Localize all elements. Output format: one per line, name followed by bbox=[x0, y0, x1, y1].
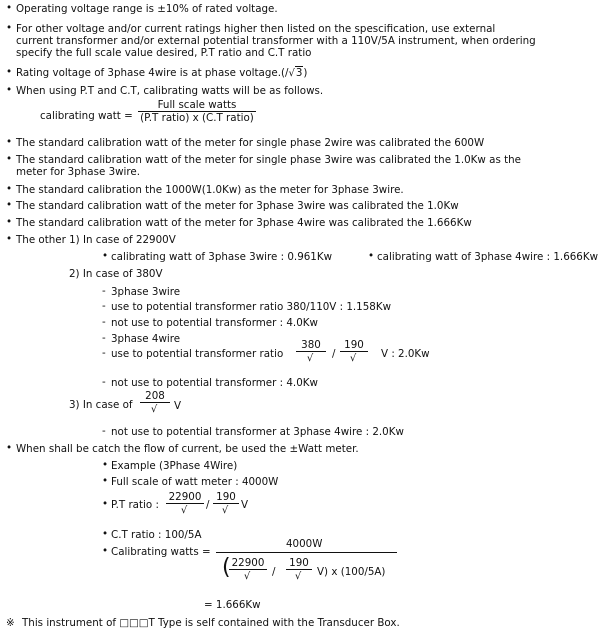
spec-line-pt-ct: When using P.T and C.T, calibrating watts will be as follows. bbox=[16, 85, 324, 97]
example-full-scale: Full scale of watt meter : 4000W bbox=[111, 476, 279, 488]
bullet: • bbox=[6, 66, 13, 78]
bullet: • bbox=[6, 153, 13, 165]
case2-pt-ratio-label: use to potential transformer ratio bbox=[111, 348, 284, 360]
bullet: • bbox=[102, 528, 109, 540]
bullet: • bbox=[6, 2, 13, 14]
example-pt-unit: V bbox=[241, 499, 249, 511]
dash: - bbox=[102, 300, 106, 312]
spec-line-single-3wire-1: The standard calibration watt of the meter for single phase 3wire was calibrated the 1.0Kw as the bbox=[16, 154, 521, 166]
calibrating-watt-formula bbox=[138, 99, 256, 124]
example-denominator-tail: V) x (100/5A) bbox=[317, 566, 386, 578]
bullet: • bbox=[6, 199, 13, 211]
fraction-bar bbox=[216, 552, 397, 553]
case3-heading: 3) In case of bbox=[69, 399, 133, 411]
spec-line-ratings-3: specify the full scale value desired, P.T ratio and C.T ratio bbox=[16, 47, 312, 59]
spec-line-voltage-range: Operating voltage range is ±10% of rated voltage. bbox=[16, 3, 278, 15]
case3-no-pt: not use to potential transformer at 3phase 4wire : 2.0Kw bbox=[111, 426, 404, 438]
fraction-380-root3: 380 √ bbox=[296, 339, 326, 365]
example-numerator: 4000W bbox=[286, 538, 323, 550]
fraction-22900-root3: 22900 √ bbox=[166, 491, 204, 517]
fraction-190-root3: 190 √ bbox=[340, 339, 368, 365]
case3-unit: V bbox=[174, 400, 182, 412]
spec-line-ratings-1: For other voltage and/or current ratings higher then listed on the spescification, use external bbox=[16, 23, 496, 35]
note-mark: ※ bbox=[6, 617, 15, 629]
bullet: • bbox=[102, 498, 109, 510]
bullet: • bbox=[6, 136, 13, 148]
spec-line-1000w: The standard calibration the 1000W(1.0Kw) as the meter for 3phase 3wire. bbox=[16, 184, 404, 196]
example-pt-ratio-label: P.T ratio : bbox=[111, 499, 159, 511]
case2-no-pt: not use to potential transformer : 4.0Kw bbox=[111, 317, 318, 329]
fraction-208-root3: 208 √ bbox=[140, 390, 170, 416]
slash: / bbox=[206, 499, 210, 511]
dash: - bbox=[102, 316, 106, 328]
bullet: • bbox=[102, 545, 109, 557]
dash: - bbox=[102, 376, 106, 388]
case-heading: The other 1) In case of 22900V bbox=[16, 234, 176, 246]
fraction-22900-root3: 22900 √ bbox=[229, 557, 267, 583]
left-paren: ( bbox=[222, 555, 231, 580]
note-text: This instrument of □□□T Type is self contained with the Transducer Box. bbox=[22, 617, 400, 629]
dash: - bbox=[102, 285, 106, 297]
formula-denominator: (P.T ratio) x (C.T ratio) bbox=[140, 112, 254, 124]
bullet: • bbox=[6, 84, 13, 96]
bullet: • bbox=[6, 216, 13, 228]
bullet: • bbox=[6, 442, 13, 454]
fraction-190-root3: 190 √ bbox=[286, 557, 312, 583]
example-calibrating-label: Calibrating watts = bbox=[111, 546, 211, 558]
spec-line-single-3wire-2: meter for 3phase 3wire. bbox=[16, 166, 141, 178]
spec-line-watt-meter: When shall be catch the flow of current, be used the ±Watt meter. bbox=[16, 443, 359, 455]
case2-4wire-no-pt: not use to potential transformer : 4.0Kw bbox=[111, 377, 318, 389]
bullet: • bbox=[6, 183, 13, 195]
spec-line-single-2wire: The standard calibration watt of the meter for single phase 2wire was calibrated the 600W bbox=[16, 137, 485, 149]
fraction-190-root3: 190 √ bbox=[213, 491, 239, 517]
case1-4wire: calibrating watt of 3phase 4wire : 1.666Kw bbox=[377, 251, 599, 263]
calibrating-watt-label: calibrating watt = bbox=[40, 110, 133, 122]
case2-4wire: 3phase 4wire bbox=[111, 333, 181, 345]
bullet: • bbox=[102, 475, 109, 487]
bullet: • bbox=[102, 459, 109, 471]
slash: / bbox=[332, 348, 336, 360]
spec-line-phase-voltage: Rating voltage of 3phase 4wire is at phase voltage.(/√3) bbox=[16, 67, 308, 79]
dash: - bbox=[102, 347, 106, 359]
example-result: = 1.666Kw bbox=[204, 599, 261, 611]
example-heading: Example (3Phase 4Wire) bbox=[111, 460, 238, 472]
example-ct-ratio: C.T ratio : 100/5A bbox=[111, 529, 202, 541]
spec-line-ratings-2: current transformer and/or external potential transformer with a 110V/5A instrument, when ordering bbox=[16, 35, 536, 47]
bullet: • bbox=[368, 250, 375, 262]
spec-line-3phase-4wire: The standard calibration watt of the meter for 3phase 4wire was calibrated the 1.666Kw bbox=[16, 217, 472, 229]
spec-line-3phase-3wire: The standard calibration watt of the meter for 3phase 3wire was calibrated the 1.0Kw bbox=[16, 200, 459, 212]
case2-3wire: 3phase 3wire bbox=[111, 286, 181, 298]
case2-4wire-result: V : 2.0Kw bbox=[381, 348, 430, 360]
dash: - bbox=[102, 332, 106, 344]
case1-3wire: calibrating watt of 3phase 3wire : 0.961Kw bbox=[111, 251, 333, 263]
bullet: • bbox=[6, 233, 13, 245]
slash: / bbox=[272, 566, 276, 578]
dash: - bbox=[102, 425, 106, 437]
case2-pt-ratio: use to potential transformer ratio 380/110V : 1.158Kw bbox=[111, 301, 392, 313]
bullet: • bbox=[6, 22, 13, 34]
bullet: • bbox=[102, 250, 109, 262]
case2-heading: 2) In case of 380V bbox=[69, 268, 163, 280]
formula-numerator: Full scale watts bbox=[157, 99, 237, 111]
